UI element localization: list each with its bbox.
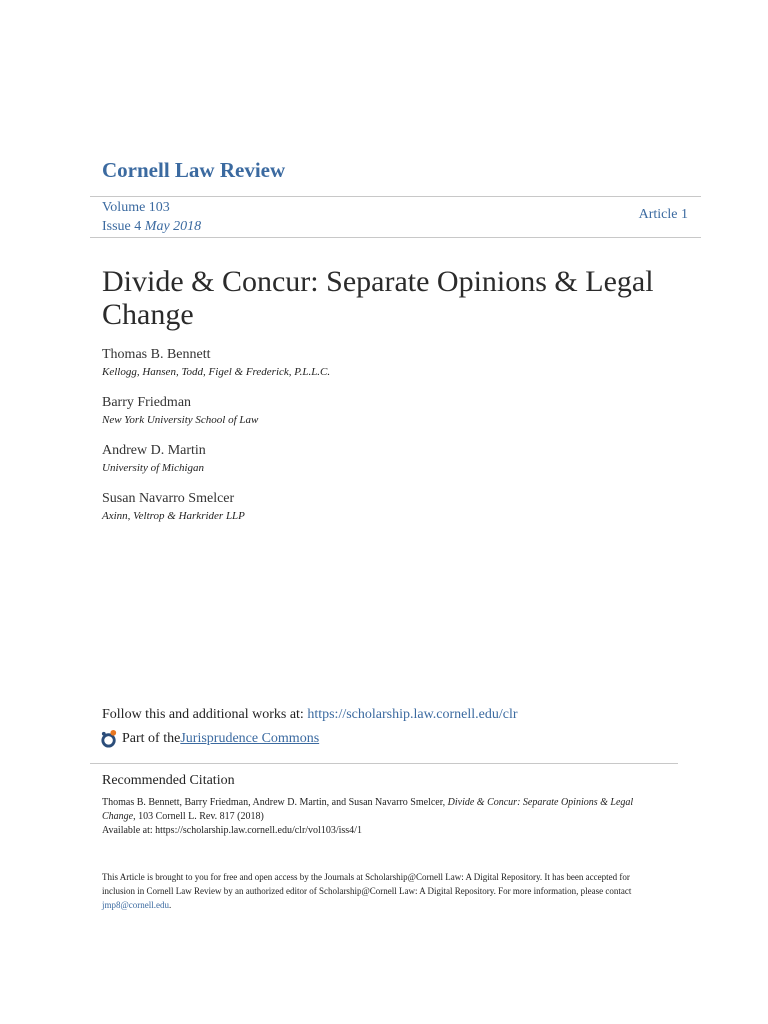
disclaimer-text [102,870,662,912]
article-title: Divide & Concur: Separate Opinions & Legal Change [102,265,654,331]
recommended-citation-heading: Recommended Citation [102,773,235,788]
divider-top [90,196,701,197]
author-name[interactable]: Barry Friedman [102,395,192,410]
follow-label: Follow this and additional works at: [102,707,308,722]
jurisprudence-commons-link[interactable]: Jurisprudence Commons [180,730,320,746]
journal-title[interactable]: Cornell Law Review [102,158,286,182]
author-affiliation: Kellogg, Hansen, Todd, Figel & Frederick, P.L.L.C. [102,366,331,378]
author-affiliation: University of Michigan [102,462,205,474]
citation-source: , 103 Cornell L. Rev. 817 (2018) [133,811,264,822]
citation-authors: Thomas B. Bennett, Barry Friedman, Andrew D. Martin, and Susan Navarro Smelcer, [102,797,448,808]
part-of-label: Part of the [122,730,181,746]
author-name[interactable]: Susan Navarro Smelcer [102,491,235,506]
author-name[interactable]: Thomas B. Bennett [102,347,211,362]
disclaimer-end: . [169,900,172,910]
author-list [102,346,330,538]
part-of-line [100,729,319,748]
author-entry [102,346,330,380]
network-icon [100,729,119,748]
follow-line [102,707,518,723]
author-name[interactable]: Andrew D. Martin [102,443,206,458]
issue-date: May 2018 [144,219,202,234]
author-affiliation: Axinn, Veltrop & Harkrider LLP [102,510,245,522]
author-entry [102,394,330,428]
citation-available: Available at: https://scholarship.law.cornell.edu/clr/vol103/iss4/1 [102,825,362,836]
author-affiliation: New York University School of Law [102,414,259,426]
contact-email-link[interactable]: jmp8@cornell.edu [102,900,170,910]
disclaimer-body: This Article is brought to you for free and open access by the Journals at Scholarship@Cornell Law: A Digital Repository. It has been accepted for inclusion in Cornell Law Review by an authorized editor of Scholarship@Cornell Law: A Digital Repository. For more information, please contact [102,872,632,896]
issue-info [102,198,201,236]
author-entry [102,490,330,524]
author-entry [102,442,330,476]
citation-text [102,796,662,838]
citation-title: Divide & Concur: Separate Opinions & Legal Change [102,797,634,822]
collection-url-link[interactable]: https://scholarship.law.cornell.edu/clr [307,707,518,722]
article-number-link[interactable]: Article 1 [638,207,688,222]
divider-citation [90,763,678,764]
volume-link[interactable]: Volume 103 [102,200,170,215]
issue-link[interactable]: Issue 4 [102,219,142,234]
divider-bottom [90,237,701,238]
